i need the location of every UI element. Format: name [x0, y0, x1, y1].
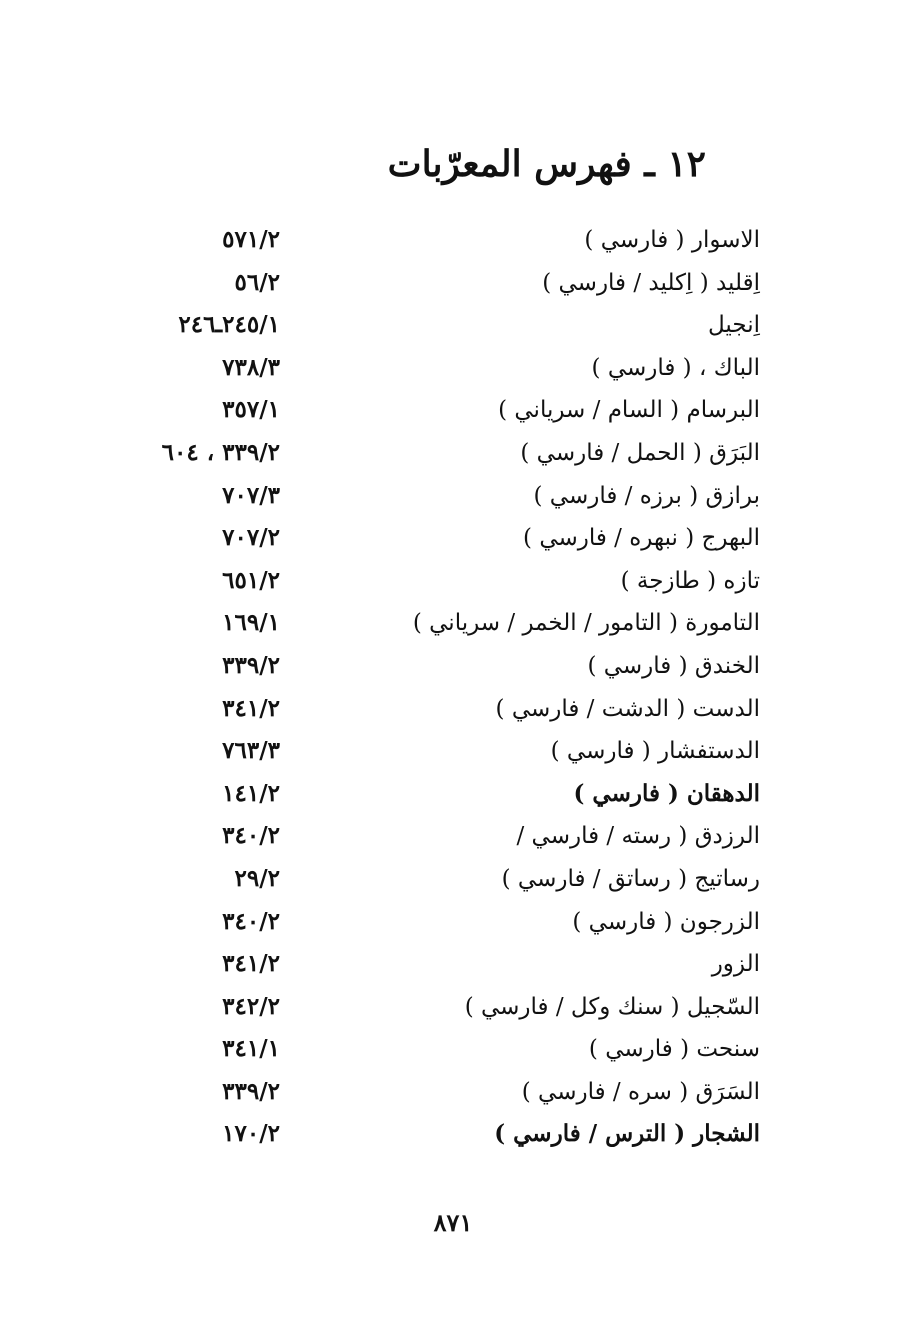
- index-entry: [140, 732, 760, 775]
- index-entry: [140, 860, 760, 903]
- entry-page-reference: ١٧٠/٢: [222, 1120, 280, 1148]
- entry-page-reference: ٧٠٧/٢: [222, 524, 280, 552]
- index-entry: [140, 817, 760, 860]
- entry-page-reference: ٣٥٧/١: [222, 396, 280, 424]
- entry-page-reference: ٣٣٩/٢ ، ٦٠٤: [161, 438, 280, 466]
- entry-page-reference: ٢٤٥/١ـ٢٤٦: [178, 311, 280, 339]
- index-entry: [140, 690, 760, 733]
- index-entry: [140, 1030, 760, 1073]
- index-entry: [140, 306, 760, 349]
- page-number: ٨٧١: [433, 1208, 473, 1237]
- index-title: ١٢ ـ فهرس المعرّبات: [387, 143, 706, 185]
- entry-term: البهرج ( نبهره / فارسي ): [523, 525, 760, 552]
- entry-page-reference: ٧٣٨/٣: [222, 353, 280, 381]
- entry-term: الاسوار ( فارسي ): [584, 227, 760, 253]
- entry-page-reference: ١٦٩/١: [222, 609, 280, 637]
- index-entry: [140, 264, 760, 307]
- entry-term: الدست ( الدشت / فارسي ): [495, 695, 760, 722]
- entry-term: السّجيل ( سنك وكل / فارسي ): [464, 993, 760, 1020]
- entry-term: الخندق ( فارسي ): [587, 652, 760, 679]
- entry-term: اِنجيل: [708, 312, 760, 339]
- entry-page-reference: ٣٤٠/٢: [222, 822, 280, 850]
- entry-term: اِقليد ( اِكليد / فارسي ): [542, 269, 760, 296]
- index-entry: [140, 391, 760, 434]
- entry-term: الدهقان ( فارسي ): [573, 779, 760, 807]
- index-entry: [140, 519, 760, 562]
- index-entry: [140, 775, 760, 818]
- entry-page-reference: ٧٠٧/٣: [222, 481, 280, 509]
- index-entry: [140, 1073, 760, 1116]
- entry-page-reference: ٥٦/٢: [234, 268, 280, 296]
- index-entry: [140, 221, 760, 264]
- entry-page-reference: ١٤١/٢: [222, 779, 280, 807]
- entry-term: الدستفشار ( فارسي ): [550, 738, 760, 765]
- entry-page-reference: ٣٣٩/٢: [222, 651, 280, 679]
- entry-page-reference: ٦٥١/٢: [222, 566, 280, 594]
- entry-term: البَرَق ( الحمل / فارسي ): [520, 439, 760, 466]
- entry-term: برازق ( برزه / فارسي ): [533, 482, 760, 509]
- index-entry: [140, 349, 760, 392]
- entry-page-reference: ٣٤٠/٢: [222, 907, 280, 935]
- entry-page-reference: ٣٤١/١: [222, 1035, 280, 1063]
- arabized-words-index: [140, 221, 760, 1158]
- entry-term: البرسام ( السام / سرياني ): [498, 397, 760, 424]
- entry-page-reference: ٣٣٩/٢: [222, 1077, 280, 1105]
- entry-page-reference: ٣٤١/٢: [222, 694, 280, 722]
- entry-page-reference: ٥٧١/٢: [222, 226, 280, 253]
- entry-page-reference: ٧٦٣/٣: [222, 737, 280, 765]
- entry-term: الرزدق ( رسته / فارسي /: [516, 823, 760, 850]
- entry-term: رساتيج ( رساتق / فارسي ): [501, 865, 760, 892]
- entry-term: سنحت ( فارسي ): [588, 1036, 760, 1063]
- entry-term: تازه ( طازجة ): [620, 567, 760, 594]
- entry-term: الباك ، ( فارسي ): [591, 354, 760, 381]
- entry-term: التامورة ( التامور / الخمر / سرياني ): [412, 610, 760, 637]
- index-entry: [140, 988, 760, 1031]
- entry-page-reference: ٣٤٢/٢: [222, 992, 280, 1020]
- index-entry: [140, 1115, 760, 1158]
- entry-term: الزرجون ( فارسي ): [572, 908, 760, 935]
- entry-term: السَرَق ( سره / فارسي ): [521, 1078, 760, 1105]
- index-entry: [140, 434, 760, 477]
- index-entry: [140, 903, 760, 946]
- entry-page-reference: ٢٩/٢: [234, 864, 280, 892]
- index-entry: [140, 945, 760, 988]
- entry-term: الشجار ( الترس / فارسي ): [494, 1120, 760, 1148]
- index-entry: [140, 604, 760, 647]
- entry-page-reference: ٣٤١/٢: [222, 950, 280, 978]
- index-entry: [140, 477, 760, 520]
- entry-term: الزور: [711, 951, 760, 978]
- index-entry: [140, 562, 760, 605]
- index-entry: [140, 647, 760, 690]
